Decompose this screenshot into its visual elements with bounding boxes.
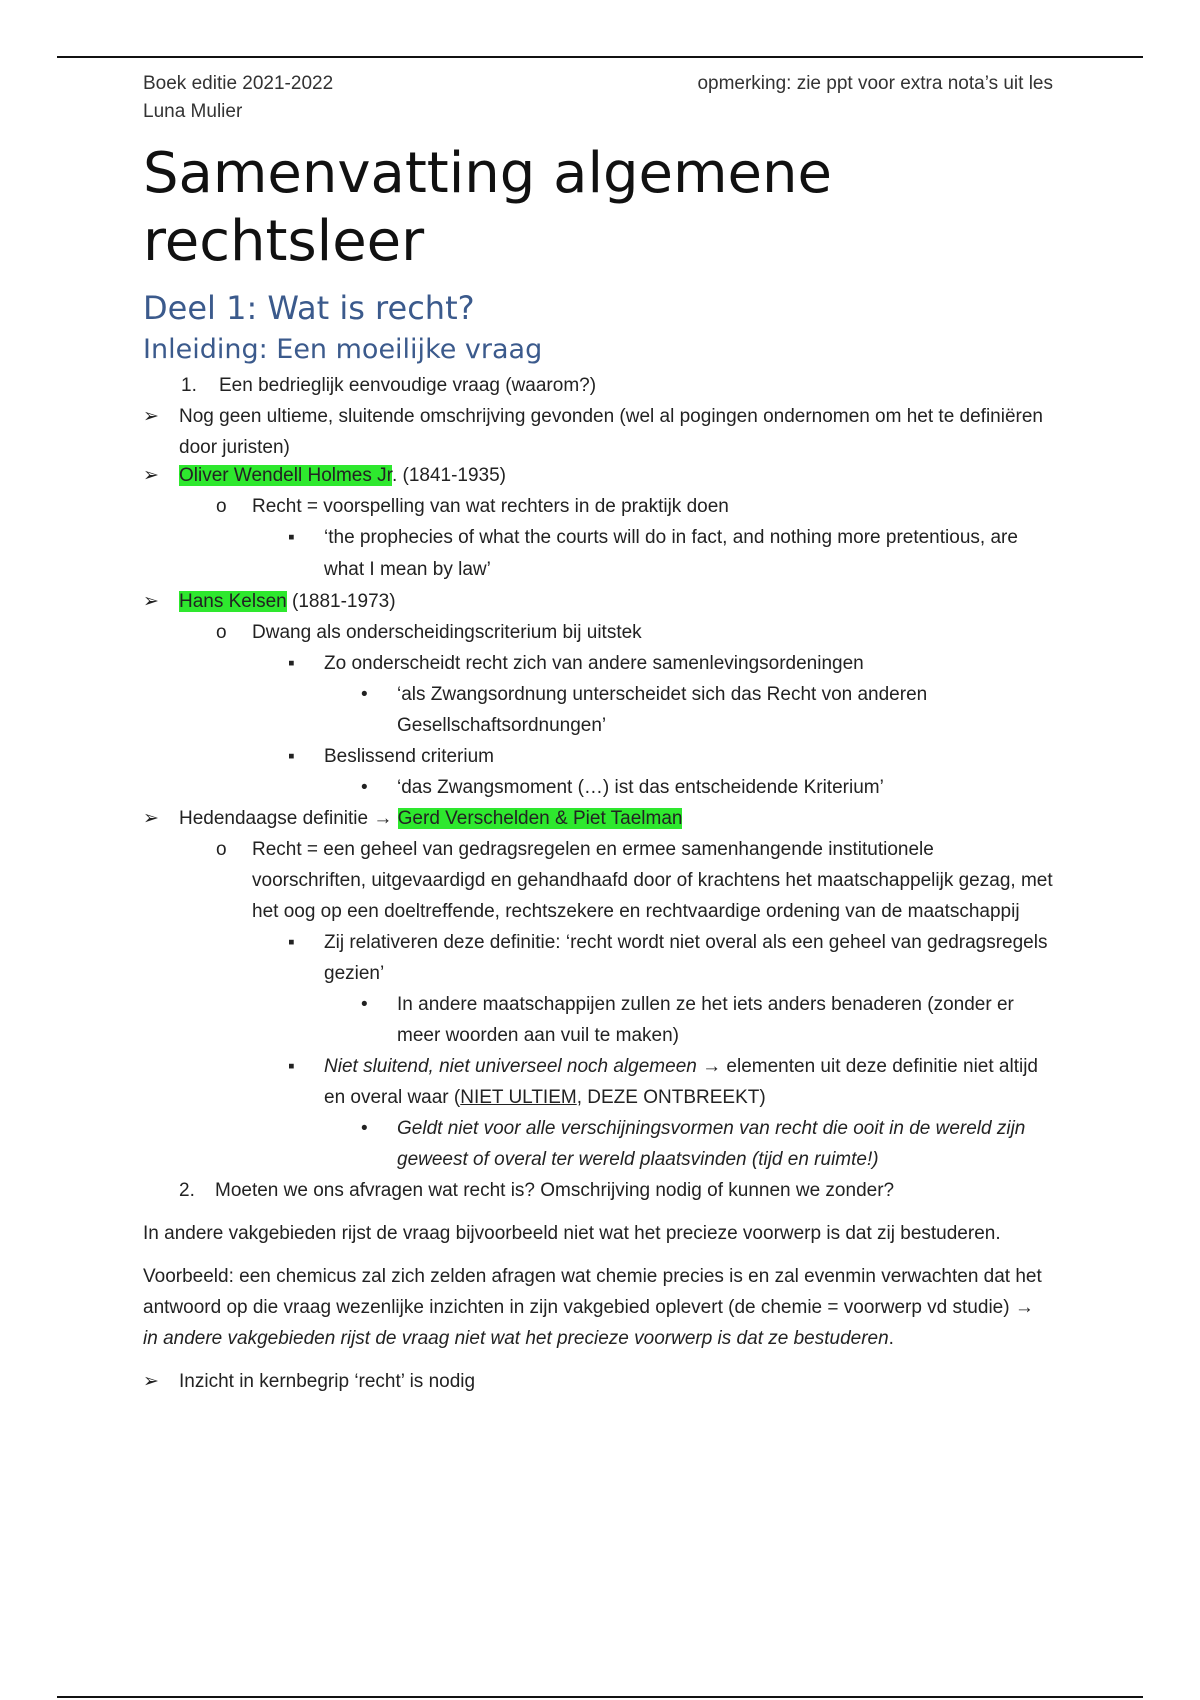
square-item-kelsen-onderscheid: [143, 648, 1053, 679]
square-bullet-icon: ▪: [288, 527, 295, 548]
item-text: Hedendaagse definitie: [179, 808, 374, 829]
square-item-kelsen-beslissend: [143, 741, 1053, 772]
dot-bullet-icon: •: [361, 777, 368, 798]
arrow-bullet-icon: ➢: [143, 1371, 159, 1392]
italic-text: Niet sluitend, niet universeel noch algemeen: [324, 1056, 697, 1077]
square-item-relativeren: [143, 927, 1053, 989]
item-text: (1881-1973): [286, 591, 396, 612]
item-text: In andere maatschappijen zullen ze het iets anders benaderen (zonder er meer woorden aan vuil te maken): [397, 994, 1014, 1046]
item-text: Geldt niet voor alle verschijningsvormen van recht die ooit in de wereld zijn geweest of overal ter wereld plaatsvinden (tijd en ruimte!): [397, 1118, 1026, 1170]
page-header: [143, 70, 1053, 98]
square-item-niet-sluitend: [143, 1051, 1053, 1113]
remark-text: opmerking: zie ppt voor extra nota’s uit les: [697, 73, 1053, 94]
item-text: ‘als Zwangsordnung unterscheidet sich das Recht von anderen Gesellschaftsordnungen’: [397, 684, 928, 736]
paragraph-text: Voorbeeld: een chemicus zal zich zelden afragen wat chemie precies is en zal evenmin verwachten dat het antwoord op die vraag wezenlijke inzichten in zijn vakgebied oplevert (de chemie = voorwerp vd studie): [143, 1266, 1042, 1318]
arrow-bullet-icon: ➢: [143, 465, 159, 486]
arrow-item-inzicht: [143, 1366, 1053, 1397]
document-title: Samenvatting algemene rechtsleer: [143, 141, 832, 274]
arrow-bullet-icon: ➢: [143, 591, 159, 612]
section-heading: Deel 1: Wat is recht?: [143, 289, 475, 327]
square-bullet-icon: ▪: [288, 746, 295, 767]
dot-item-kelsen-quote2: [143, 772, 1053, 803]
square-bullet-icon: ▪: [288, 653, 295, 674]
number-marker: 2.: [179, 1180, 195, 1201]
top-rule: [57, 56, 1143, 58]
item-text: Inzicht in kernbegrip ‘recht’ is nodig: [179, 1371, 476, 1392]
circle-bullet-icon: o: [216, 839, 227, 860]
item-text: , DEZE ONTBREEKT): [576, 1087, 766, 1108]
item-text: ‘das Zwangsmoment (…) ist das entscheidende Kriterium’: [397, 777, 884, 798]
author-text: Luna Mulier: [143, 101, 243, 122]
dot-bullet-icon: •: [361, 1118, 368, 1139]
dot-item-kelsen-quote1: [143, 679, 1053, 741]
numbered-item-2: [143, 1175, 1053, 1206]
highlight-holmes: Oliver Wendell Holmes Jr: [179, 465, 392, 486]
arrow-item-omschrijving: [143, 401, 1053, 463]
paragraph-vakgebieden: In andere vakgebieden rijst de vraag bijvoorbeeld niet wat het precieze voorwerp is dat zij bestuderen.: [143, 1223, 1001, 1244]
circle-item-kelsen-dwang: [143, 617, 1053, 648]
circle-item-recht-def: [143, 834, 1053, 927]
item-text: Nog geen ultieme, sluitende omschrijving gevonden (wel al pogingen ondernomen om het te definiëren door juristen): [179, 406, 1043, 458]
bottom-rule: [57, 1696, 1143, 1698]
circle-bullet-icon: o: [216, 622, 227, 643]
item-text: Recht = een geheel van gedragsregelen en ermee samenhangende institutionele voorschriften, uitgevaardigd en gehandhaafd door of krachtens het maatschappelijk gezag, met het oog op een doeltreffende, rechtszekere en rechtvaardige ordening van de maatschappij: [252, 839, 1053, 922]
item-text: Zo onderscheidt recht zich van andere samenlevingsordeningen: [324, 653, 864, 674]
highlight-kelsen: Hans Kelsen: [179, 591, 287, 612]
item-text: Moeten we ons afvragen wat recht is? Omschrijving nodig of kunnen we zonder?: [215, 1180, 895, 1201]
dot-item-andere-maatschappijen: [143, 989, 1053, 1051]
circle-bullet-icon: o: [216, 496, 227, 517]
right-arrow-icon: →: [1014, 1297, 1034, 1318]
right-arrow-icon: →: [702, 1056, 722, 1077]
number-marker: 1.: [181, 375, 197, 396]
arrow-bullet-icon: ➢: [143, 808, 159, 829]
square-item-holmes-quote: [143, 522, 1053, 586]
document-page: [143, 70, 1053, 1397]
paragraph-text: .: [888, 1328, 894, 1349]
item-text: . (1841-1935): [391, 465, 507, 486]
highlight-verschelden-taelman: Gerd Verschelden & Piet Taelman: [397, 808, 683, 829]
dot-bullet-icon: •: [361, 684, 368, 705]
item-text: ‘the prophecies of what the courts will do in fact, and nothing more pretentious, are what I mean by law’: [324, 527, 1018, 580]
item-text: Zij relativeren deze definitie: ‘recht wordt niet overal als een geheel van gedragsregels gezien’: [324, 932, 1048, 984]
subsection-heading: Inleiding: Een moeilijke vraag: [143, 334, 543, 365]
arrow-item-kelsen: [143, 586, 1053, 617]
item-text: Een bedrieglijk eenvoudige vraag (waarom?): [219, 375, 597, 396]
arrow-item-hedendaags: [143, 803, 1053, 834]
dot-bullet-icon: •: [361, 994, 368, 1015]
edition-text: Boek editie 2021-2022: [143, 73, 334, 94]
dot-item-geldt-niet: [143, 1113, 1053, 1175]
square-bullet-icon: ▪: [288, 1056, 295, 1077]
arrow-item-holmes: [143, 460, 1053, 491]
item-text: Dwang als onderscheidingscriterium bij uitstek: [252, 622, 642, 643]
item-text: Beslissend criterium: [324, 746, 494, 767]
item-text: elementen uit deze definitie niet altijd en overal waar (: [324, 1056, 1038, 1108]
item-text: Recht = voorspelling van wat rechters in de praktijk doen: [252, 496, 729, 517]
circle-item-holmes-def: [143, 491, 1053, 522]
numbered-item-1: [143, 370, 1053, 401]
square-bullet-icon: ▪: [288, 932, 295, 953]
italic-text: in andere vakgebieden rijst de vraag niet wat het precieze voorwerp is dat ze bestuderen: [143, 1328, 889, 1349]
underlined-text: NIET ULTIEM: [460, 1087, 577, 1108]
arrow-bullet-icon: ➢: [143, 406, 159, 427]
paragraph-voorbeeld: [143, 1261, 1053, 1354]
right-arrow-icon: →: [373, 808, 393, 829]
